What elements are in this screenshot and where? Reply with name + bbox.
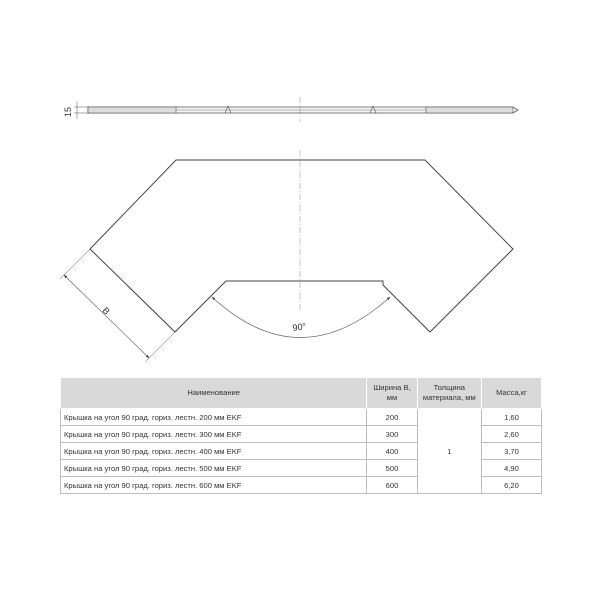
cell-name: Крышка на угол 90 град. гориз. лестн. 200 мм EKF: [61, 409, 367, 426]
cell-width: 400: [367, 443, 417, 460]
cell-width: 600: [367, 477, 417, 494]
side-end-flange-right: [426, 107, 513, 113]
cell-name: Крышка на угол 90 град. гориз. лестн. 500 мм EKF: [61, 460, 367, 477]
cell-mass: 6,20: [481, 477, 541, 494]
side-end-flange-left: [88, 107, 176, 113]
height-dim-label: 15: [63, 106, 73, 118]
width-dim-label: B: [100, 305, 112, 317]
header-width-line2: мм: [386, 393, 398, 402]
table-header-row: [61, 378, 542, 409]
header-width-line1: Ширина В,: [373, 383, 411, 392]
width-dim-ext-inner: [145, 332, 175, 362]
header-thickness-line1: Толщина: [433, 383, 466, 392]
cell-thickness: 1: [417, 409, 481, 494]
width-dim-ext-outer: [60, 249, 90, 279]
cell-mass: 4,90: [481, 460, 541, 477]
cell-mass: 2,60: [481, 426, 541, 443]
cell-name: Крышка на угол 90 град. гориз. лестн. 400 мм EKF: [61, 443, 367, 460]
header-thickness: [417, 378, 481, 409]
cell-mass: 1,60: [481, 409, 541, 426]
cover-outline: [90, 160, 513, 332]
cell-mass: 3,70: [481, 443, 541, 460]
cell-width: 500: [367, 460, 417, 477]
cell-width: 300: [367, 426, 417, 443]
header-name: Наименование: [61, 378, 367, 409]
cell-name: Крышка на угол 90 град. гориз. лестн. 300 мм EKF: [61, 426, 367, 443]
table-row: [61, 409, 542, 426]
specification-table: [60, 377, 542, 494]
header-mass: Масса,кг: [481, 378, 541, 409]
header-width: [367, 378, 417, 409]
top-view: [60, 150, 513, 362]
angle-dim-label: 90°: [291, 321, 307, 333]
cell-width: 200: [367, 409, 417, 426]
side-view: [63, 97, 518, 122]
header-thickness-line2: материала, мм: [422, 393, 476, 402]
cell-name: Крышка на угол 90 град. гориз. лестн. 600 мм EKF: [61, 477, 367, 494]
